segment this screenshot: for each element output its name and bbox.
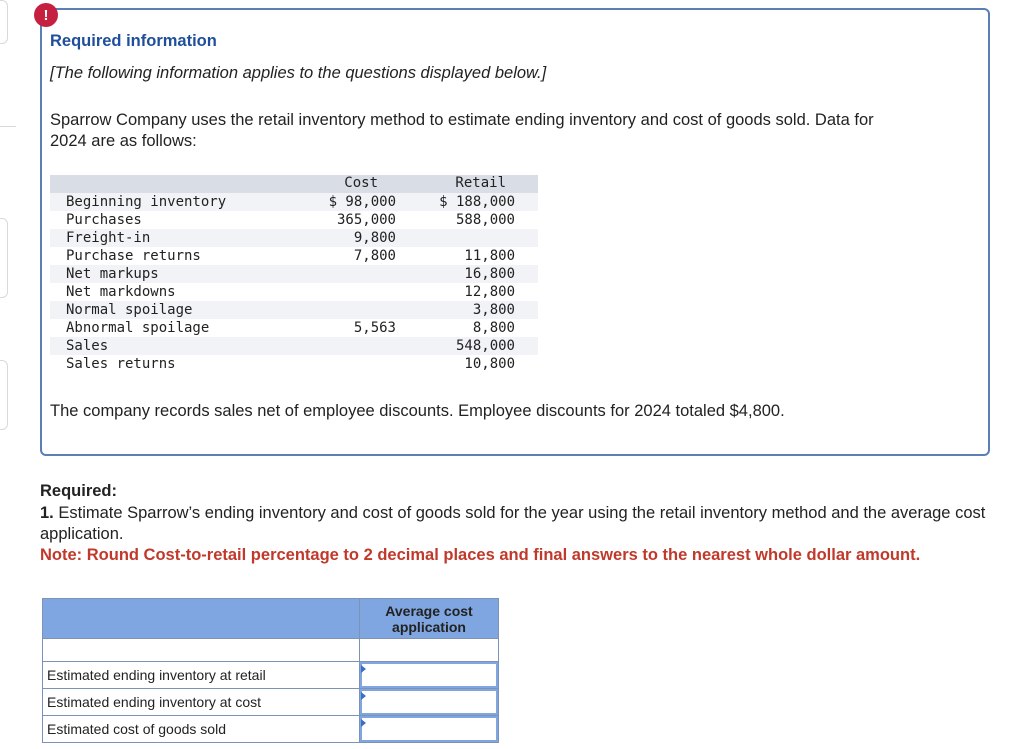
required-label: Required: bbox=[40, 482, 118, 500]
cost-value: 365,000 bbox=[336, 212, 396, 228]
retail-column-header: Retail bbox=[455, 175, 506, 191]
answer-row-label: Estimated ending inventory at cost bbox=[43, 689, 360, 716]
data-table-row bbox=[50, 283, 538, 301]
retail-value: 548,000 bbox=[455, 338, 515, 354]
data-table-row bbox=[50, 265, 538, 283]
retail-value: 588,000 bbox=[455, 212, 515, 228]
input-marker-icon bbox=[361, 719, 366, 727]
side-tab-middle[interactable] bbox=[0, 218, 8, 298]
answer-row bbox=[43, 662, 499, 689]
answer-row bbox=[43, 716, 499, 743]
answer-row-label: Estimated cost of goods sold bbox=[43, 716, 360, 743]
row-label: Normal spoilage bbox=[66, 302, 193, 318]
side-tab-top[interactable] bbox=[0, 0, 8, 44]
row-label: Abnormal spoilage bbox=[66, 320, 210, 336]
retail-value: $ 188,000 bbox=[439, 194, 515, 210]
retail-value: 11,800 bbox=[464, 248, 515, 264]
data-table-row bbox=[50, 193, 538, 211]
retail-value: 10,800 bbox=[464, 356, 515, 372]
side-divider bbox=[0, 126, 16, 127]
row-label: Purchase returns bbox=[66, 248, 201, 264]
ending-inventory-retail-input[interactable] bbox=[360, 662, 498, 688]
data-table-row bbox=[50, 301, 538, 319]
answer-input-cell bbox=[360, 689, 499, 716]
answer-table-spacer bbox=[43, 639, 499, 662]
data-table-row bbox=[50, 247, 538, 265]
data-table-row bbox=[50, 319, 538, 337]
required-information-title: Required information bbox=[50, 32, 217, 50]
answer-row-label: Estimated ending inventory at retail bbox=[43, 662, 360, 689]
data-table-row bbox=[50, 211, 538, 229]
row-label: Sales returns bbox=[66, 356, 176, 372]
required-instruction bbox=[40, 503, 1015, 545]
retail-value: 16,800 bbox=[464, 266, 515, 282]
row-label: Beginning inventory bbox=[66, 194, 227, 210]
answer-table bbox=[42, 598, 499, 743]
cost-column-header: Cost bbox=[344, 175, 378, 191]
answer-table-header-blank bbox=[43, 599, 360, 639]
ending-inventory-cost-input[interactable] bbox=[360, 689, 498, 715]
cost-value: $ 98,000 bbox=[328, 194, 396, 210]
row-label: Freight-in bbox=[66, 230, 151, 246]
problem-intro: Sparrow Company uses the retail inventory method to estimate ending inventory and cost of goods sold. Data for 2024 are as follows: bbox=[50, 111, 874, 150]
cost-of-goods-sold-input[interactable] bbox=[360, 716, 498, 742]
retail-value: 12,800 bbox=[464, 284, 515, 300]
data-table-row bbox=[50, 337, 538, 355]
cost-value: 5,563 bbox=[353, 320, 396, 336]
data-table-row bbox=[50, 355, 538, 373]
exclamation-icon: ! bbox=[34, 3, 58, 27]
average-cost-column-header: Average cost application bbox=[360, 599, 499, 639]
row-label: Sales bbox=[66, 338, 109, 354]
answer-input-cell bbox=[360, 662, 499, 689]
required-information-subtitle: [The following information applies to the questions displayed below.] bbox=[50, 64, 547, 82]
row-label: Net markdowns bbox=[66, 284, 176, 300]
cost-value: 7,800 bbox=[353, 248, 396, 264]
data-table-row bbox=[50, 229, 538, 247]
answer-row bbox=[43, 689, 499, 716]
retail-value: 3,800 bbox=[472, 302, 515, 318]
employee-discount-note: The company records sales net of employee discounts. Employee discounts for 2024 totaled $4,800. bbox=[50, 402, 785, 420]
input-marker-icon bbox=[361, 692, 366, 700]
question-number: 1. bbox=[40, 504, 54, 522]
side-tab-bottom[interactable] bbox=[0, 360, 8, 430]
data-table-header bbox=[50, 175, 538, 193]
input-marker-icon bbox=[361, 665, 366, 673]
answer-input-cell bbox=[360, 716, 499, 743]
rounding-note: Note: Round Cost-to-retail percentage to 2 decimal places and final answers to the nearest whole dollar amount. bbox=[40, 546, 921, 564]
question-text: Estimate Sparrow’s ending inventory and cost of goods sold for the year using the retail inventory method and the average cost application. bbox=[40, 504, 986, 543]
retail-value: 8,800 bbox=[472, 320, 515, 336]
cost-value: 9,800 bbox=[353, 230, 396, 246]
row-label: Purchases bbox=[66, 212, 142, 228]
row-label: Net markups bbox=[66, 266, 159, 282]
